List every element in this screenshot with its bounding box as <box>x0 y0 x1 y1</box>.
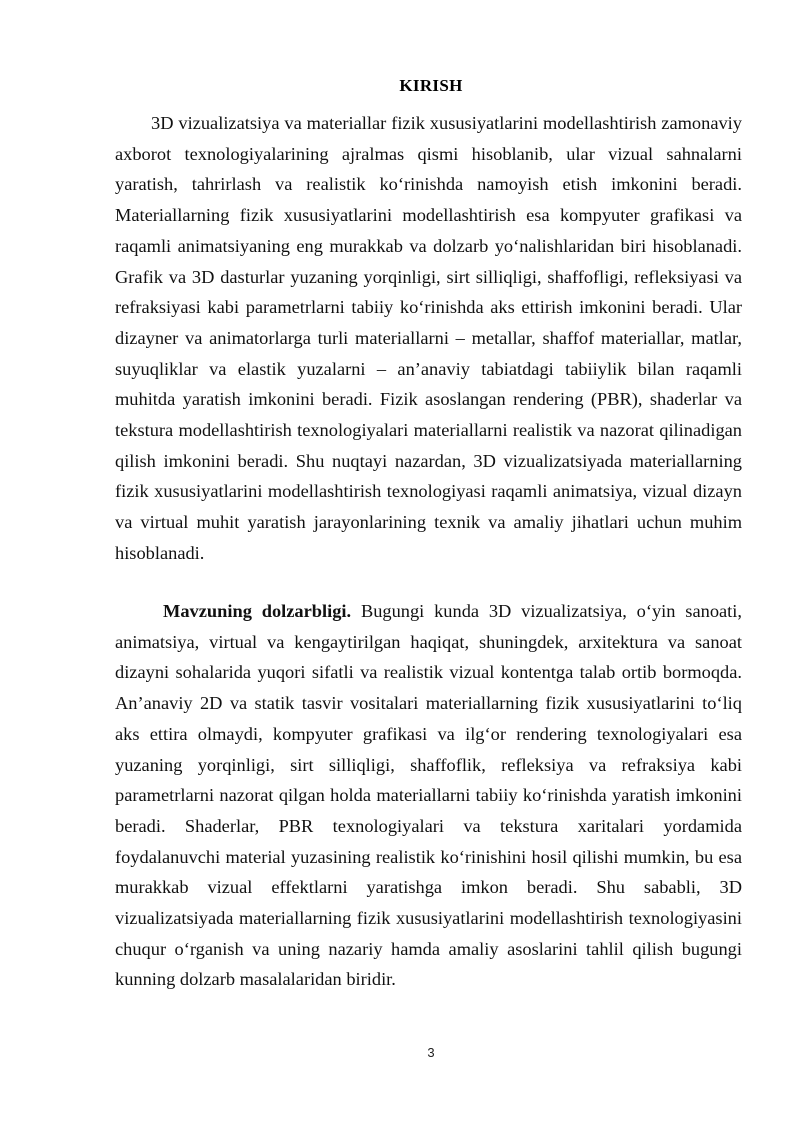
intro-paragraph: 3D vizualizatsiya va materiallar fizik xususiyatlarini modellashtirish zamonaviy axborot texnologiyalarining ajralmas qismi hisoblanib, ular vizual sahnalarni yaratish, tahrirlash va realistik ko‘rinishda namoyish etish imkonini beradi. Materiallarning fizik xususiyatlarini modellashtirish esa kompyuter grafikasi va raqamli animatsiyaning eng murakkab va dolzarb yo‘nalishlaridan biri hisoblanadi. Grafik va 3D dasturlar yuzaning yorqinligi, sirt silliqligi, shaffofligi, refleksiyasi va refraksiyasi kabi parametrlarni tabiiy ko‘rinishda aks ettirish imkonini beradi. Ular dizayner va animatorlarga turli materiallarni – metallar, shaffof materiallar, matlar, suyuqliklar va elastik yuzalarni – an’anaviy tabiatdagi tabiiylik bilan raqamli muhitda yaratish imkonini beradi. Fizik asoslangan rendering (PBR), shaderlar va tekstura modellashtirish texnologiyalari materiallarni realistik va nazorat qilinadigan qilish imkonini beradi. Shu nuqtayi nazardan, 3D vizualizatsiyada materiallarning fizik xususiyatlarini modellashtirish texnologiyasi raqamli animatsiya, vizual dizayn va virtual muhit yaratish jarayonlarining texnik va amaliy jihatlari uchun muhim hisoblanadi. <box>115 113 742 563</box>
relevance-paragraph <box>115 596 742 995</box>
page-heading: KIRISH <box>399 76 463 95</box>
relevance-lead: Mavzuning dolzarbligi. <box>163 601 352 621</box>
page-number: 3 <box>427 1045 435 1060</box>
relevance-text: Bugungi kunda 3D vizualizatsiya, o‘yin sanoati, animatsiya, virtual va kengaytirilgan haqiqat, shuningdek, arxitektura va sanoat dizayni sohalarida yuqori sifatli va realistik vizual kontentga talab ortib bormoqda. An’anaviy 2D va statik tasvir vositalari materiallarning fizik xususiyatlarini to‘liq aks ettira olmaydi, kompyuter grafikasi va ilg‘or rendering texnologiyalari esa yuzaning yorqinligi, sirt silliqligi, shaffoflik, refleksiya va refraksiya kabi parametrlarni nazorat qilgan holda materiallarni tabiiy ko‘rinishda yaratish imkonini beradi. Shaderlar, PBR texnologiyalari va tekstura xaritalari yordamida foydalanuvchi material yuzasining realistik ko‘rinishini hosil qilishi mumkin, bu esa murakkab vizual effektlarni yaratishga imkon beradi. Shu sababli, 3D vizualizatsiyada materiallarning fizik xususiyatlarini modellashtirish texnologiyasini chuqur o‘rganish va uning nazariy hamda amaliy asoslarini tahlil qilish bugungi kunning dolzarb masalalaridan biridir. <box>115 601 742 990</box>
